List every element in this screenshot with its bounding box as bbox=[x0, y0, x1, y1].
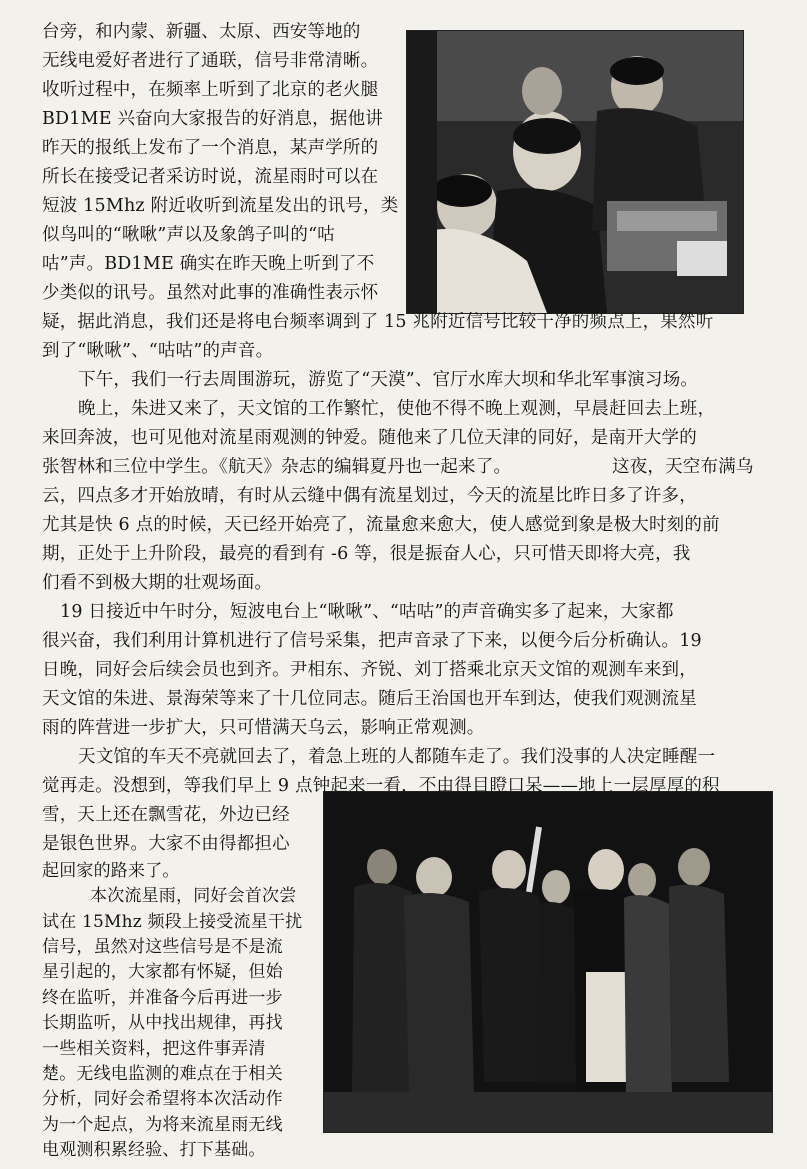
text-line: 疑，据此消息，我们还是将电台频率调到了 15 兆附近信号比较干净的频点上，果然听 bbox=[42, 312, 714, 332]
text-line: 期，正处于上升阶段，最亮的看到有 -6 等，很是振奋人心，只可惜天即将大亮，我 bbox=[42, 544, 691, 564]
text-line: 到了“啾啾”、“咕咕”的声音。 bbox=[42, 341, 274, 361]
text-line: BD1ME 兴奋向大家报告的好消息，据他讲 bbox=[42, 109, 383, 129]
text-line: 日晚，同好会后续会员也到齐。尹相东、齐锐、刘丁搭乘北京天文馆的观测车来到， bbox=[42, 660, 697, 680]
text-line: 天文馆的车天不亮就回去了，着急上班的人都随车走了。我们没事的人决定睡醒一 bbox=[78, 747, 716, 767]
text-line: 电观测积累经验、打下基础。 bbox=[42, 1140, 266, 1160]
text-line: 很兴奋，我们利用计算机进行了信号采集，把声音录了下来，以便今后分析确认。19 bbox=[42, 631, 702, 651]
text-line: 是银色世界。大家不由得都担心 bbox=[42, 834, 290, 854]
text-line: 试在 15Mhz 频段上接受流星干扰 bbox=[42, 912, 303, 932]
text-line: 似鸟叫的“啾啾”声以及象鸽子叫的“咕 bbox=[42, 225, 335, 245]
text-line: 昨天的报纸上发布了一个消息，某声学所的 bbox=[42, 138, 379, 158]
text-line: 一些相关资料，把这件事弄清 bbox=[42, 1039, 266, 1059]
text-line: 们看不到极大期的壮观场面。 bbox=[42, 573, 273, 593]
text-line: 尤其是快 6 点的时候，天已经开始亮了，流量愈来愈大，使人感觉到象是极大时刻的前 bbox=[42, 515, 720, 535]
text-line: 少类似的讯号。虽然对此事的准确性表示怀 bbox=[42, 283, 379, 303]
text-line: 觉再走。没想到，等我们早上 9 点钟起来一看，不由得目瞪口呆——地上一层厚厚的积 bbox=[42, 776, 720, 796]
text-line: 终在监听，并准备今后再进一步 bbox=[42, 988, 283, 1008]
text-line: 下午，我们一行去周围游玩，游览了“天漠”、官厅水库大坝和华北军事演习场。 bbox=[78, 370, 699, 390]
text-line: 无线电爱好者进行了通联，信号非常清晰。 bbox=[42, 51, 379, 71]
photo-radio-operators-figures bbox=[407, 31, 743, 313]
text-line: 天文馆的朱进、景海荣等来了十几位同志。随后王治国也开车到达，使我们观测流星 bbox=[42, 689, 697, 709]
text-line: 张智林和三位中学生。《航天》杂志的编辑夏丹也一起来了。 bbox=[42, 457, 512, 477]
text-line: 分析，同好会希望将本次活动作 bbox=[42, 1089, 283, 1109]
text-line: 来回奔波，也可见他对流星雨观测的钟爱。随他来了几位天津的同好，是南开大学的 bbox=[42, 428, 697, 448]
text-line: 收听过程中，在频率上听到了北京的老火腿 bbox=[42, 80, 379, 100]
text-line: 这夜，天空布满乌 bbox=[612, 457, 754, 477]
text-line: 楚。无线电监测的难点在于相关 bbox=[42, 1064, 283, 1084]
text-line: 星引起的，大家都有怀疑，但始 bbox=[42, 962, 283, 982]
text-line: 19 日接近中午时分，短波电台上“啾啾”、“咕咕”的声音确实多了起来，大家都 bbox=[60, 602, 674, 622]
text-line: 台旁，和内蒙、新疆、太原、西安等地的 bbox=[42, 22, 361, 42]
text-line: 为一个起点，为将来流星雨无线 bbox=[42, 1115, 283, 1135]
text-line: 本次流星雨，同好会首次尝 bbox=[90, 886, 297, 906]
text-line: 长期监听，从中找出规律，再找 bbox=[42, 1013, 283, 1033]
text-line: 咕”声。BD1ME 确实在昨天晚上听到了不 bbox=[42, 254, 375, 274]
photo-night-observers bbox=[323, 791, 773, 1133]
text-line: 云，四点多才开始放晴，有时从云缝中偶有流星划过，今天的流星比昨日多了许多， bbox=[42, 486, 697, 506]
photo-radio-operators bbox=[406, 30, 744, 314]
text-line: 雪，天上还在飘雪花，外边已经 bbox=[42, 805, 290, 825]
text-line: 雨的阵营进一步扩大，只可惜满天乌云，影响正常观测。 bbox=[42, 718, 485, 738]
text-line: 所长在接受记者采访时说，流星雨时可以在 bbox=[42, 167, 379, 187]
text-line: 短波 15Mhz 附近收听到流星发出的讯号，类 bbox=[42, 196, 399, 216]
photo-night-observers-figures bbox=[324, 792, 772, 1132]
text-line: 信号，虽然对这些信号是不是流 bbox=[42, 937, 283, 957]
text-line: 晚上，朱进又来了，天文馆的工作繁忙，使他不得不晚上观测，早晨赶回去上班， bbox=[78, 399, 716, 419]
text-line: 起回家的路来了。 bbox=[42, 861, 180, 881]
